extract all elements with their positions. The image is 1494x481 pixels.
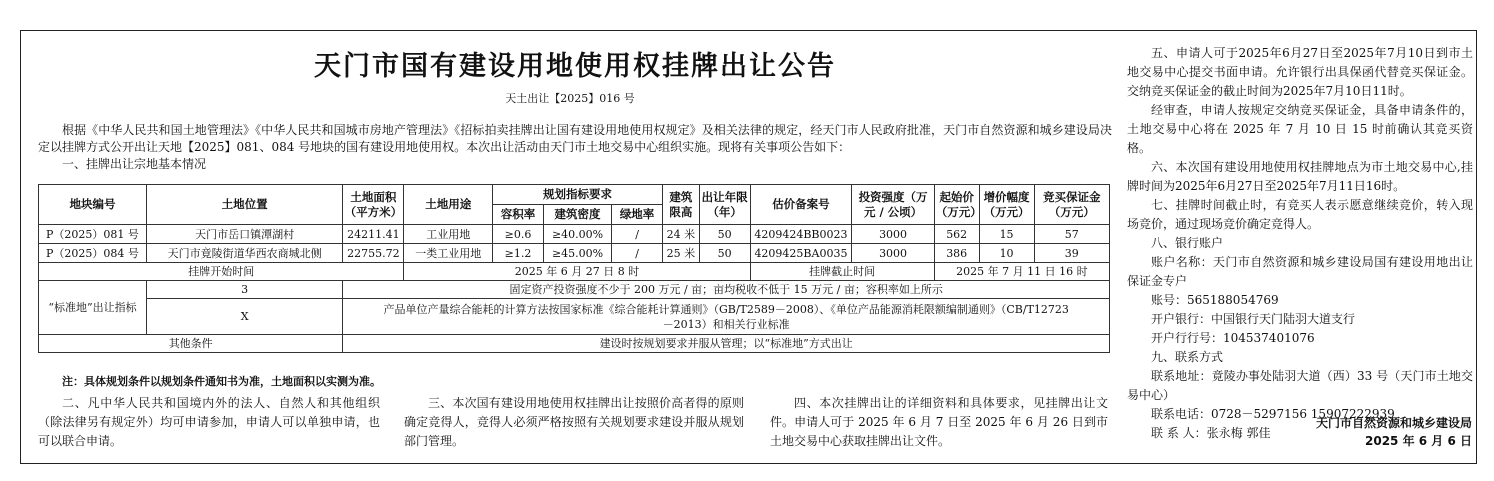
std-row1-mark: 3 bbox=[146, 281, 342, 299]
cell-far: ≥1.2 bbox=[493, 244, 544, 263]
cell-start-price: 386 bbox=[934, 244, 979, 263]
intro-paragraph: 根据《中华人民共和国土地管理法》《中华人民共和国城市房地产管理法》《招标拍卖挂牌出让国有建设用地使用权规定》及相关法律的规定，经天门市人民政府批准，天门市自然资源和城乡建设局决定以挂牌方式公开出让天地【2025】081、084 号地块的国有建设用地使用权。本次出让活动由天门市土地交易中心组织实施。现将有关事项公告如下： bbox=[38, 123, 1112, 154]
section-1-heading: 一、挂牌出让宗地基本情况 bbox=[62, 157, 207, 171]
cell-increment: 15 bbox=[979, 225, 1034, 244]
contact-phone: 联系电话：0728－5297156 15907222939 bbox=[1151, 407, 1395, 421]
contact-person: 联 系 人：张永梅 郭佳 bbox=[1151, 426, 1271, 440]
std-row2-text: 产品单位产量综合能耗的计算方法按国家标准《综合能耗计算通则》（GB/T2589－2008）、《单位产品能源消耗限额编制通则》（CB/T12723－2013）和相关行业标准 bbox=[343, 299, 1110, 335]
paragraph-6: 六、本次国有建设用地使用权挂牌地点为市土地交易中心,挂牌时间为2025年6月27日至2025年7月11日16时。 bbox=[1127, 160, 1473, 193]
standard-land-label: “标准地”出让指标 bbox=[39, 281, 147, 335]
paragraph-4: 四、本次挂牌出让的详细资料和具体要求，见挂牌出让文件。申请人可于 2025 年 6 月 7 日至 2025 年 6 月 26 日到市土地交易中心获取挂牌出让文件。 bbox=[770, 396, 1108, 448]
cell-term: 50 bbox=[699, 225, 750, 244]
account-number: 账号：565188054769 bbox=[1151, 293, 1279, 307]
header-deposit: 竞买保证金（万元） bbox=[1034, 185, 1109, 225]
cell-term: 50 bbox=[699, 244, 750, 263]
header-parcel-no: 地块编号 bbox=[39, 185, 147, 225]
listing-end-value: 2025 年 7 月 11 日 16 时 bbox=[934, 263, 1109, 281]
cell-start-price: 562 bbox=[934, 225, 979, 244]
cell-far: ≥0.6 bbox=[493, 225, 544, 244]
cell-record: 4209425BA0035 bbox=[750, 244, 852, 263]
header-increment: 增价幅度（万元） bbox=[979, 185, 1034, 225]
issue-date: 2025 年 6 月 6 日 bbox=[1365, 434, 1472, 448]
bank-name: 开户银行：中国银行天门陆羽大道支行 bbox=[1151, 312, 1356, 326]
cell-green: / bbox=[612, 244, 663, 263]
cell-increment: 10 bbox=[979, 244, 1034, 263]
contact-address: 联系地址：竟陵办事处陆羽大道（西）33 号（天门市土地交易中心） bbox=[1127, 369, 1473, 402]
cell-parcel-no: P（2025）081 号 bbox=[39, 225, 147, 244]
header-green: 绿地率 bbox=[612, 205, 663, 225]
paragraph-9: 九、联系方式 bbox=[1151, 350, 1224, 364]
paragraph-5-review: 经审查，申请人按规定交纳竞买保证金，具备申请条件的，土地交易中心将在 2025 年 7 月 10 日 15 时前确认其竞买资格。 bbox=[1127, 103, 1473, 155]
table-row bbox=[39, 244, 1110, 263]
document-number: 天土出让【2025】016 号 bbox=[505, 92, 635, 105]
other-conditions-text: 建设时按规划要求并服从管理；以“标准地”方式出让 bbox=[343, 335, 1110, 353]
cell-density: ≥45.00% bbox=[543, 244, 611, 263]
listing-start-value: 2025 年 6 月 27 日 8 时 bbox=[404, 263, 750, 281]
right-column bbox=[1127, 44, 1473, 443]
header-planning: 规划指标要求 bbox=[493, 185, 663, 205]
table-note: 注：具体规划条件以规划条件通知书为准，土地面积以实测为准。 bbox=[62, 375, 381, 388]
paragraph-5: 五、申请人可于2025年6月27日至2025年7月10日到市土地交易中心提交书面申请。允许银行出具保函代替竞买保证金。交纳竞买保证金的截止时间为2025年7月10日11时。 bbox=[1127, 46, 1473, 98]
header-far: 容积率 bbox=[493, 205, 544, 225]
cell-location: 天门市竟陵街道华西农商城北侧 bbox=[146, 244, 342, 263]
other-conditions-label: 其他条件 bbox=[39, 335, 343, 353]
cell-deposit: 57 bbox=[1034, 225, 1109, 244]
listing-end-label: 挂牌截止时间 bbox=[750, 263, 934, 281]
cell-use: 一类工业用地 bbox=[404, 244, 493, 263]
cell-height: 24 米 bbox=[663, 225, 700, 244]
header-area: 土地面积（平方米） bbox=[343, 185, 404, 225]
cell-record: 4209424BB0023 bbox=[750, 225, 852, 244]
cell-green: / bbox=[612, 225, 663, 244]
header-density: 建筑密度 bbox=[543, 205, 611, 225]
cell-area: 24211.41 bbox=[343, 225, 404, 244]
notice-title: 天门市国有建设用地使用权挂牌出让公告 bbox=[314, 51, 836, 82]
cell-area: 22755.72 bbox=[343, 244, 404, 263]
cell-parcel-no: P（2025）084 号 bbox=[39, 244, 147, 263]
std-row2-mark: X bbox=[146, 299, 342, 335]
header-location: 土地位置 bbox=[146, 185, 342, 225]
header-term: 出让年限（年） bbox=[699, 185, 750, 225]
bank-code: 开户行行号：104537401076 bbox=[1151, 331, 1315, 345]
cell-location: 天门市岳口镇潭湖村 bbox=[146, 225, 342, 244]
cell-height: 25 米 bbox=[663, 244, 700, 263]
paragraph-3: 三、本次国有建设用地使用权挂牌出让按照价高者得的原则确定竞得人，竞得人必须严格按照有关规划要求建设并服从规划部门管理。 bbox=[404, 396, 744, 448]
paragraph-2: 二、凡中华人民共和国境内外的法人、自然人和其他组织（除法律另有规定外）均可申请参加，申请人可以单独申请，也可以联合申请。 bbox=[38, 396, 380, 448]
issuer-name: 天门市自然资源和城乡建设局 bbox=[1315, 416, 1472, 430]
paragraph-7: 七、挂牌时间截止时，有竞买人表示愿意继续竞价，转入现场竞价，通过现场竞价确定竞得人。 bbox=[1127, 198, 1473, 231]
cell-deposit: 39 bbox=[1034, 244, 1109, 263]
cell-use: 工业用地 bbox=[404, 225, 493, 244]
parcel-table bbox=[38, 184, 1110, 353]
header-invest: 投资强度（万元 / 公顷） bbox=[852, 185, 934, 225]
cell-invest: 3000 bbox=[852, 244, 934, 263]
header-height: 建筑限高 bbox=[663, 185, 700, 225]
header-start-price: 起始价（万元） bbox=[934, 185, 979, 225]
header-use: 土地用途 bbox=[404, 185, 493, 225]
listing-start-label: 挂牌开始时间 bbox=[39, 263, 404, 281]
cell-invest: 3000 bbox=[852, 225, 934, 244]
header-record: 估价备案号 bbox=[750, 185, 852, 225]
table-row bbox=[39, 225, 1110, 244]
account-name: 账户名称：天门市自然资源和城乡建设局国有建设用地出让保证金专户 bbox=[1127, 255, 1473, 288]
cell-density: ≥40.00% bbox=[543, 225, 611, 244]
paragraph-8: 八、银行账户 bbox=[1151, 236, 1224, 250]
std-row1-text: 固定资产投资强度不少于 200 万元 / 亩；亩均税收不低于 15 万元 / 亩；容积率如上所示 bbox=[343, 281, 1110, 299]
